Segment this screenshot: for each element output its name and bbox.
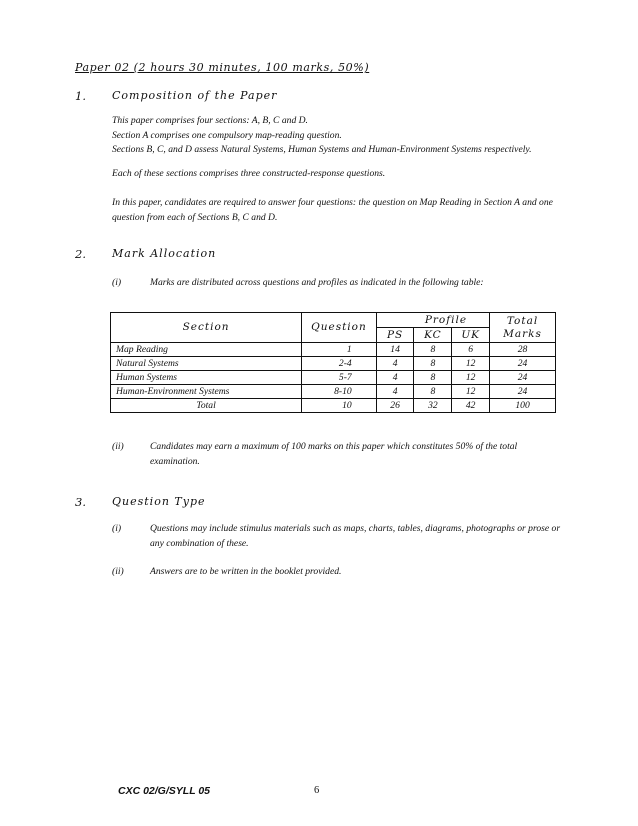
section-1-para: [112, 196, 572, 225]
cell-question: 8-10: [302, 385, 377, 399]
item-label: (ii): [112, 441, 124, 452]
cell-total: 24: [490, 357, 556, 371]
footer-syllabus-code: CXC 02/G/SYLL 05: [118, 785, 211, 797]
cell-ps: 4: [376, 371, 414, 385]
cell-kc: 8: [414, 385, 452, 399]
table-total-row: [111, 399, 556, 413]
section-3-heading: Question Type: [112, 495, 206, 508]
section-1-number: 1.: [75, 89, 86, 103]
item-text: Answers are to be written in the booklet provided.: [150, 566, 342, 577]
section-1-line: Each of these sections comprises three constructed-response questions.: [112, 168, 386, 179]
cell-uk: 12: [452, 385, 490, 399]
item-text: Marks are distributed across questions and profiles as indicated in the following table:: [150, 277, 484, 288]
section-2-number: 2.: [75, 247, 86, 261]
cell-section: Human-Environment Systems: [111, 385, 302, 399]
cell-ps-total: 26: [376, 399, 414, 413]
header-question: Question: [302, 313, 377, 343]
cell-kc: 8: [414, 357, 452, 371]
cell-section: Map Reading: [111, 343, 302, 357]
table-row: [111, 371, 556, 385]
cell-ps: 4: [376, 385, 414, 399]
cell-question: 1: [302, 343, 377, 357]
page-title: Paper 02 (2 hours 30 minutes, 100 marks, 50%): [75, 61, 370, 74]
section-2-heading: Mark Allocation: [112, 247, 217, 260]
section-3-number: 3.: [75, 495, 86, 509]
header-profile: Profile: [376, 313, 489, 328]
section-1-line: This paper comprises four sections: A, B, C and D.: [112, 115, 308, 126]
item-text-line: examination.: [150, 455, 200, 467]
item-label: (i): [112, 523, 122, 534]
cell-kc: 8: [414, 343, 452, 357]
item-label: (ii): [112, 566, 124, 577]
cell-ps: 4: [376, 357, 414, 371]
table-row: [111, 343, 556, 357]
item-text: [150, 440, 560, 469]
item-text-line: Candidates may earn a maximum of 100 marks on this paper which constitutes 50% of the total: [150, 441, 518, 452]
cell-uk: 12: [452, 357, 490, 371]
item-text-line: Questions may include stimulus materials such as maps, charts, tables, diagrams, photographs or prose or: [150, 523, 561, 534]
footer-page-number: 6: [314, 785, 320, 796]
cell-total-total: 100: [490, 399, 556, 413]
cell-section: Natural Systems: [111, 357, 302, 371]
section-1-line: Sections B, C, and D assess Natural Systems, Human Systems and Human-Environment Systems respectively.: [112, 144, 532, 155]
cell-uk: 12: [452, 371, 490, 385]
section-1-intro: [112, 114, 572, 158]
table-row: [111, 357, 556, 371]
cell-total: 24: [490, 385, 556, 399]
cell-section: Human Systems: [111, 371, 302, 385]
cell-kc-total: 32: [414, 399, 452, 413]
item-text-line: any combination of these.: [150, 537, 249, 549]
cell-question: 2-4: [302, 357, 377, 371]
section-1-line: question from each of Sections B, C and D.: [112, 211, 278, 223]
table-row: [111, 385, 556, 399]
header-total-line: Marks: [503, 327, 542, 340]
section-1-para: [112, 167, 572, 182]
header-ps: PS: [376, 328, 414, 343]
cell-total: 28: [490, 343, 556, 357]
cell-uk-total: 42: [452, 399, 490, 413]
cell-ps: 14: [376, 343, 414, 357]
header-kc: KC: [414, 328, 452, 343]
section-1-heading: Composition of the Paper: [112, 89, 278, 102]
cell-kc: 8: [414, 371, 452, 385]
cell-question: 5-7: [302, 371, 377, 385]
cell-question-total: 10: [302, 399, 377, 413]
item-label: (i): [112, 277, 122, 288]
table-header-row: [111, 313, 556, 328]
cell-section-total: Total: [111, 399, 302, 413]
section-1-line: Section A comprises one compulsory map-reading question.: [112, 129, 342, 141]
cell-uk: 6: [452, 343, 490, 357]
header-uk: UK: [452, 328, 490, 343]
cell-total: 24: [490, 371, 556, 385]
item-text: [150, 522, 565, 551]
section-1-line: In this paper, candidates are required to answer four questions: the question on Map Reading in Section A and one: [112, 197, 553, 208]
header-total-marks: [490, 313, 556, 343]
header-total-line: Total: [506, 314, 539, 327]
marks-table: [110, 312, 556, 413]
header-section: Section: [111, 313, 302, 343]
